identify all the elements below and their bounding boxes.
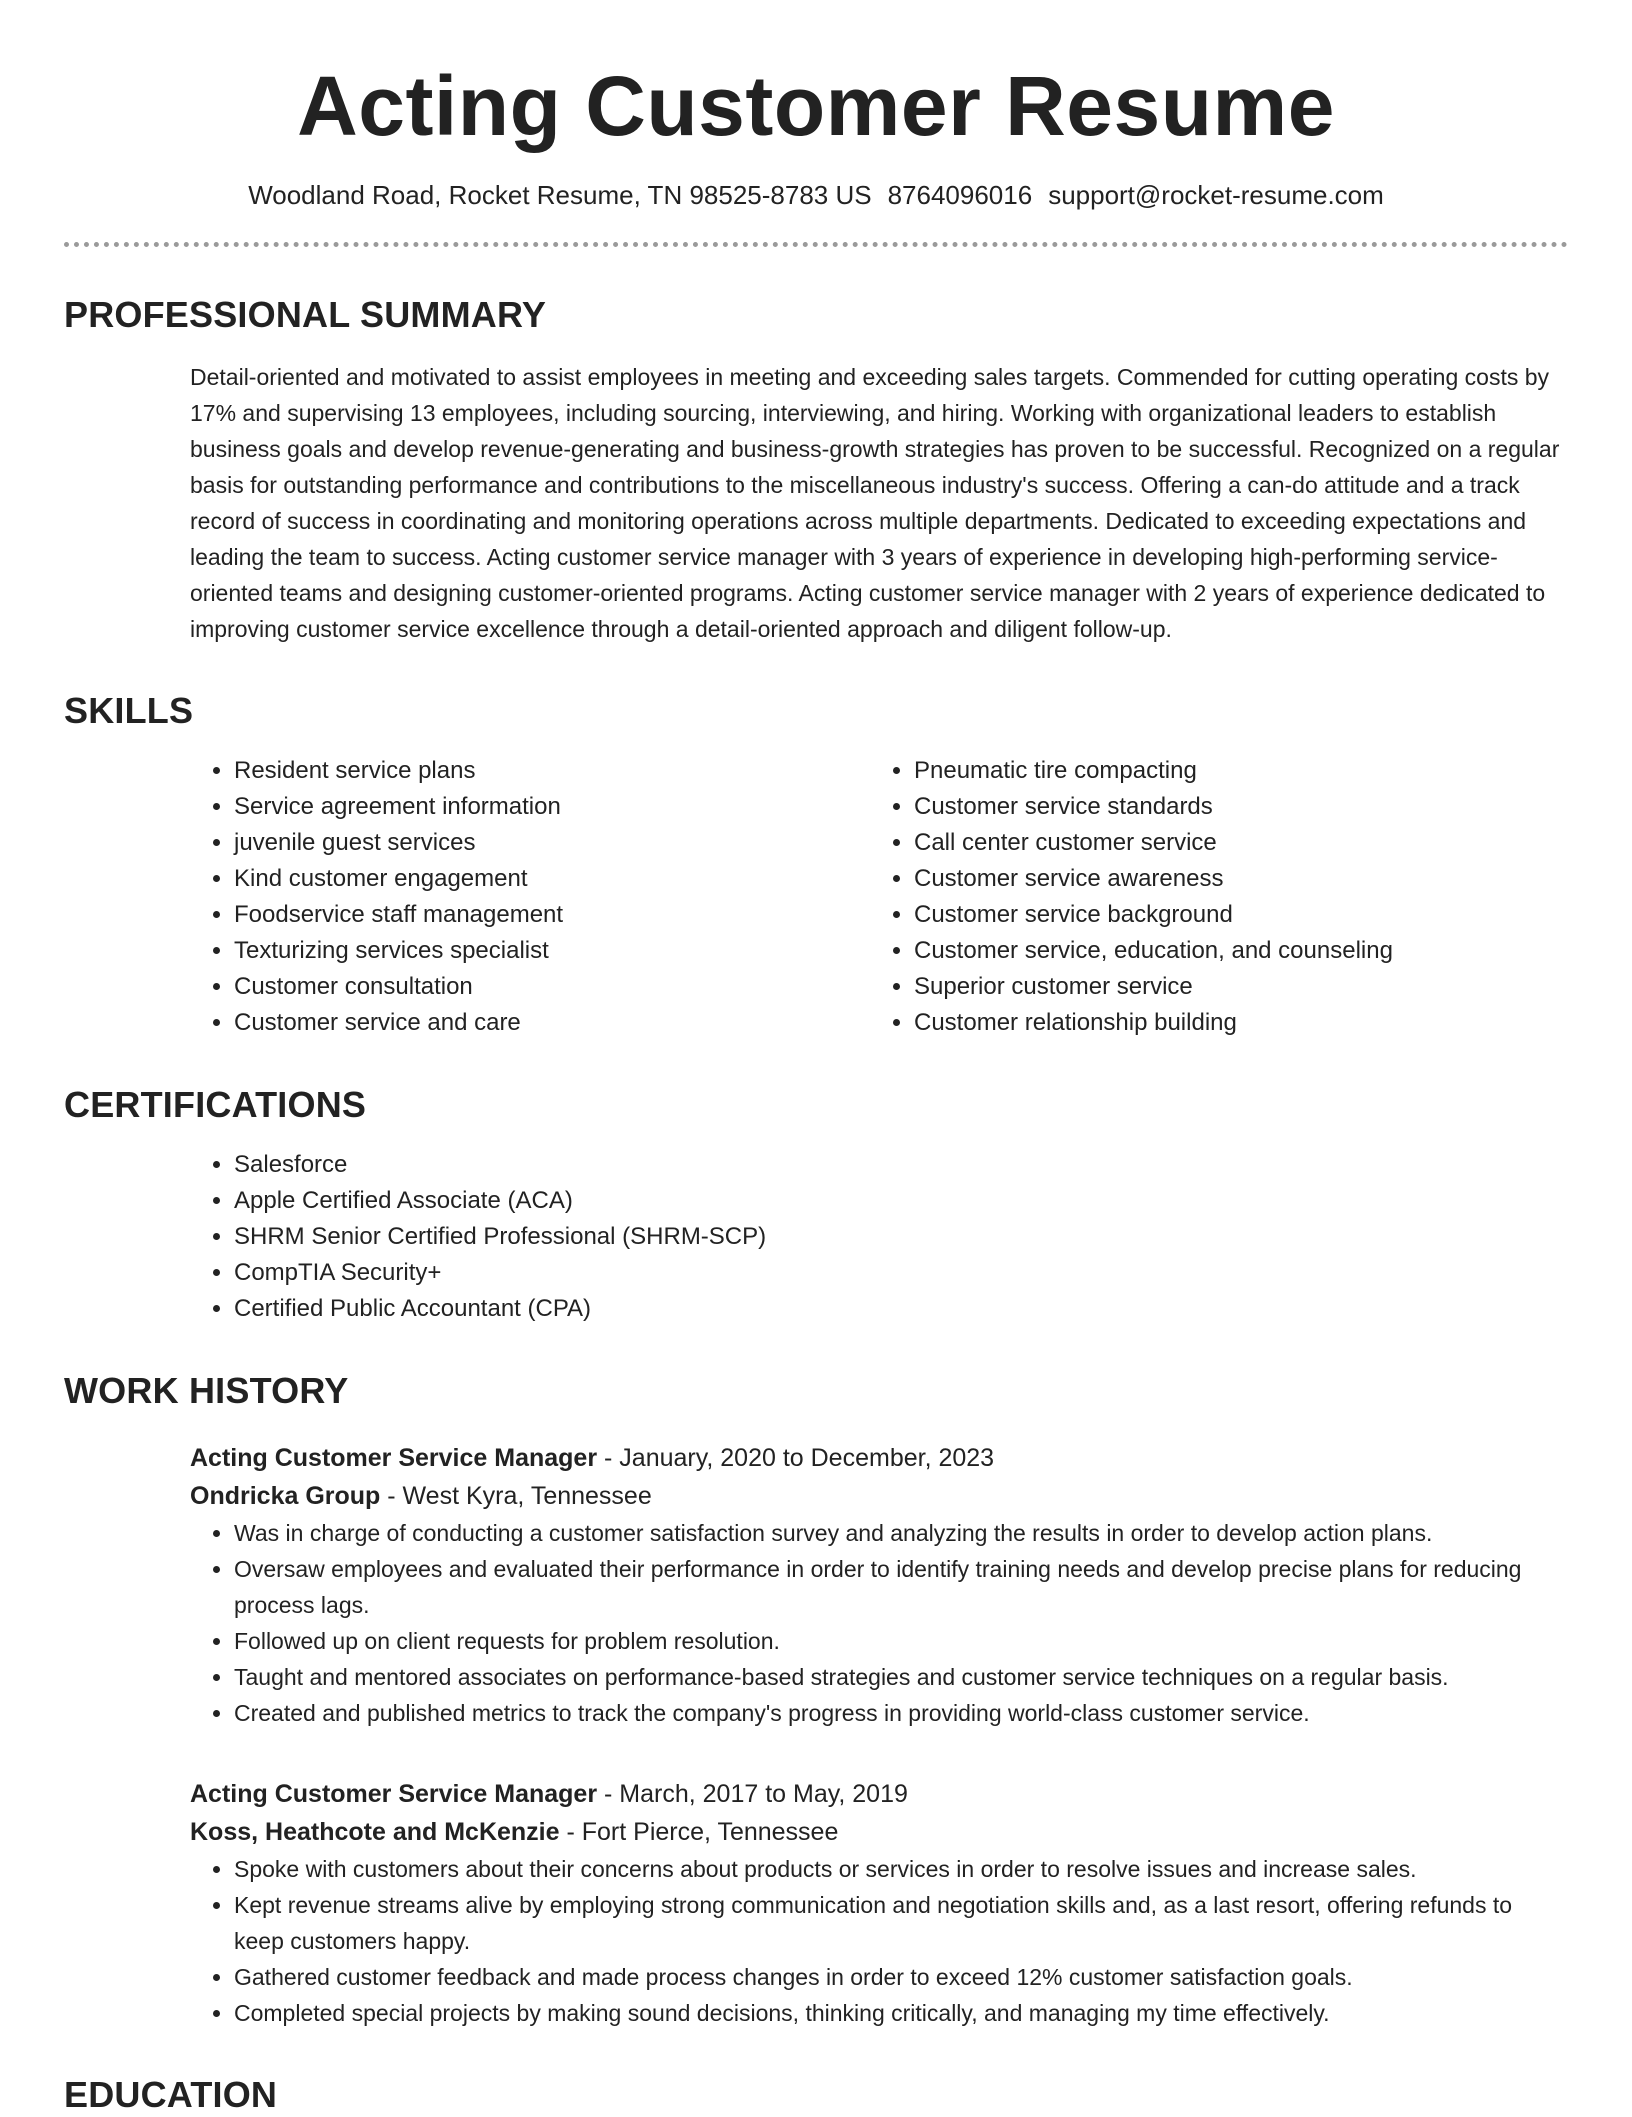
job-bullet: • Created and published metrics to track the company's progress in providing world-class customer service. [234, 1695, 1568, 1731]
summary-heading: PROFESSIONAL SUMMARY [64, 294, 547, 335]
skill-item: • Kind customer engagement [234, 861, 870, 897]
contact-email[interactable]: support@rocket-resume.com [1048, 180, 1384, 210]
job-role: Acting Customer Service Manager [190, 1444, 598, 1472]
certifications-list [190, 1147, 1568, 1327]
job-company: Koss, Heathcote and McKenzie [190, 1818, 560, 1846]
contact-line [64, 178, 1568, 212]
certifications-section [64, 1083, 1568, 1327]
job-title-line [190, 1775, 1568, 1813]
work-history-heading: WORK HISTORY [64, 1370, 349, 1411]
job-bullet: • Taught and mentored associates on performance-based strategies and customer service techniques on a regular basis. [234, 1659, 1568, 1695]
skill-item: • Foodservice staff management [234, 897, 870, 933]
job-company-line [190, 1813, 1568, 1851]
skills-grid [190, 753, 1568, 1041]
contact-address: Woodland Road, Rocket Resume, TN 98525-8783 US [248, 180, 872, 210]
skills-section [64, 689, 1568, 1041]
certification-item: • Certified Public Accountant (CPA) [234, 1291, 1568, 1327]
job-location: - Fort Pierce, Tennessee [559, 1818, 839, 1846]
job-bullets [190, 1851, 1568, 2031]
job-bullet: • Oversaw employees and evaluated their performance in order to identify training needs and develop precise plans for reducing process lags. [234, 1551, 1568, 1623]
job-entry [190, 1775, 1568, 2031]
job-bullet: • Spoke with customers about their concerns about products or services in order to resolve issues and increase sales. [234, 1851, 1568, 1887]
skills-list-left [190, 753, 870, 1041]
skills-list-right [870, 753, 1550, 1041]
skill-item: • Service agreement information [234, 789, 870, 825]
certification-item: • CompTIA Security+ [234, 1255, 1568, 1291]
job-bullet: • Gathered customer feedback and made process changes in order to exceed 12% customer satisfaction goals. [234, 1959, 1568, 1995]
skill-item: • Resident service plans [234, 753, 870, 789]
job-role: Acting Customer Service Manager [190, 1780, 598, 1808]
skill-item: • Customer service awareness [914, 861, 1550, 897]
summary-section [64, 293, 1568, 647]
job-bullet: • Was in charge of conducting a customer satisfaction survey and analyzing the results in order to develop action plans. [234, 1515, 1568, 1551]
skills-column-right [870, 753, 1550, 1041]
header-divider [64, 242, 1568, 247]
job-company: Ondricka Group [190, 1482, 381, 1510]
summary-text: Detail-oriented and motivated to assist employees in meeting and exceeding sales targets. Commended for cutting operating costs by 17% and supervising 13 employees, including sourcing, interviewing, and hiring. Working with organizational leaders to establish business goals and develop revenue-generating and business-growth strategies has proven to be successful. Recognized on a regular basis for outstanding performance and contributions to the miscellaneous industry's success. Offering a can-do attitude and a track record of success in coordinating and monitoring operations across multiple departments. Dedicated to exceeding expectations and leading the team to success. Acting customer service manager with 3 years of experience in developing high-performing service-oriented teams and designing customer-oriented programs. Acting customer service manager with 2 years of experience dedicated to improving customer service excellence through a detail-oriented approach and diligent follow-up. [190, 364, 1560, 642]
skills-heading: SKILLS [64, 690, 194, 731]
job-dates: - January, 2020 to December, 2023 [597, 1444, 995, 1472]
skill-item: • Call center customer service [914, 825, 1550, 861]
resume-page [64, 0, 1568, 2117]
job-bullet: • Kept revenue streams alive by employing strong communication and negotiation skills and, as a last resort, offering refunds to keep customers happy. [234, 1887, 1568, 1959]
skills-column-left [190, 753, 870, 1041]
certifications-block [190, 1147, 1568, 1327]
resume-title: Acting Customer Resume [297, 59, 1335, 153]
skill-item: • Customer consultation [234, 969, 870, 1005]
skill-item: • Customer relationship building [914, 1005, 1550, 1041]
education-section [64, 2073, 1568, 2117]
skill-item: • Customer service and care [234, 1005, 870, 1041]
certification-item: • Salesforce [234, 1147, 1568, 1183]
contact-phone: 8764096016 [887, 180, 1033, 210]
job-bullets [190, 1515, 1568, 1731]
job-title-line [190, 1439, 1568, 1477]
skill-item: • Superior customer service [914, 969, 1550, 1005]
skill-item: • Customer service, education, and counseling [914, 933, 1550, 969]
certification-item: • Apple Certified Associate (ACA) [234, 1183, 1568, 1219]
skill-item: • Customer service background [914, 897, 1550, 933]
education-heading: EDUCATION [64, 2074, 278, 2115]
certification-item: • SHRM Senior Certified Professional (SHRM-SCP) [234, 1219, 1568, 1255]
skill-item: • Customer service standards [914, 789, 1550, 825]
certifications-heading: CERTIFICATIONS [64, 1084, 367, 1125]
work-history-section [64, 1369, 1568, 2031]
job-entry [190, 1439, 1568, 1731]
skill-item: • Texturizing services specialist [234, 933, 870, 969]
job-location: - West Kyra, Tennessee [380, 1482, 652, 1510]
skill-item: • juvenile guest services [234, 825, 870, 861]
job-bullet: • Completed special projects by making sound decisions, thinking critically, and managing my time effectively. [234, 1995, 1568, 2031]
job-company-line [190, 1477, 1568, 1515]
job-dates: - March, 2017 to May, 2019 [597, 1780, 908, 1808]
skill-item: • Pneumatic tire compacting [914, 753, 1550, 789]
job-bullet: • Followed up on client requests for problem resolution. [234, 1623, 1568, 1659]
